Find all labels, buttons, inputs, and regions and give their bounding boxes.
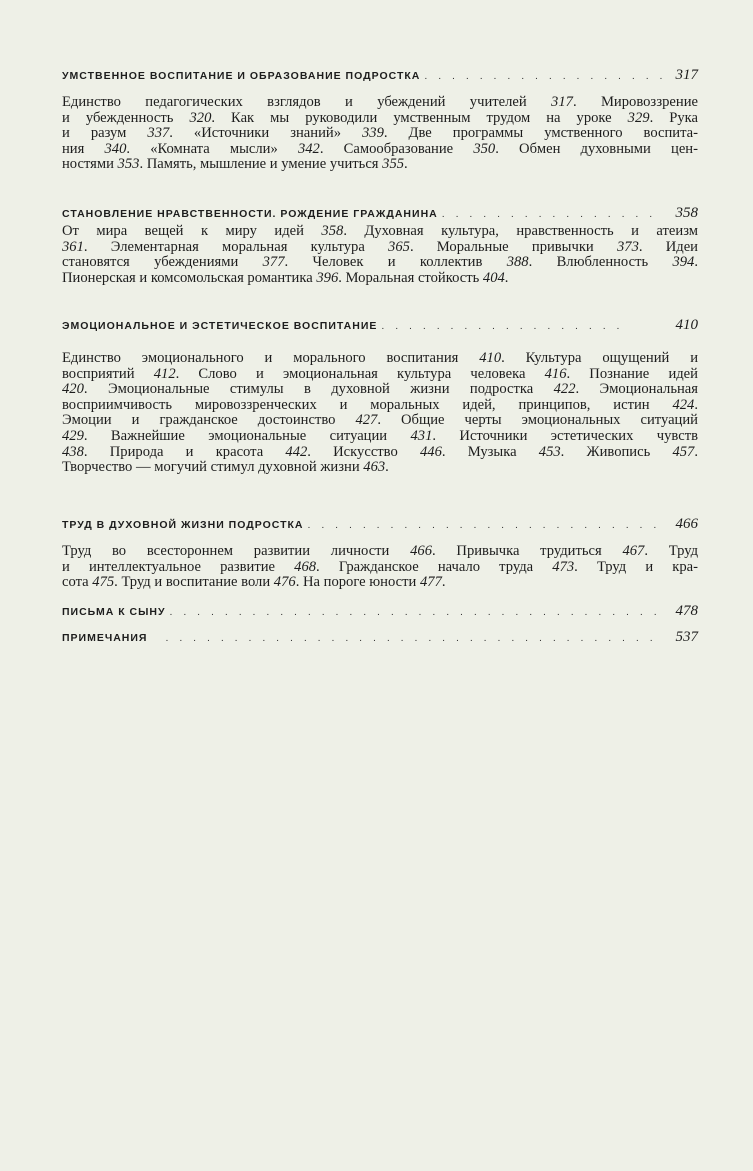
summary-line: и убежденность 320. Как мы руководили умственным трудом на уроке 329. Рука: [62, 109, 698, 126]
leader-dots: [165, 632, 664, 644]
toc-heading-page: 466: [675, 516, 698, 532]
leader-dots: [442, 208, 664, 220]
summary-line: Единство эмоционального и морального воспитания 410. Культура ощущений и: [62, 350, 699, 366]
summary-line: Единство педагогических взглядов и убеждений учителей 317. Мировоззрение: [62, 94, 698, 110]
summary-line: ностями 353. Память, мышление и умение учиться 355.: [62, 156, 408, 173]
toc-section-summary: [62, 351, 698, 476]
leader-dots: [424, 70, 664, 82]
summary-line: 438. Природа и красота 442. Искусство 446. Музыка 453. Живопись 457.: [62, 443, 698, 460]
summary-line: становятся убеждениями 377. Человек и коллектив 388. Влюбленность 394.: [62, 254, 698, 271]
toc-section-summary: [62, 544, 698, 591]
toc-section-summary: [62, 95, 698, 173]
summary-line: восприятий 412. Слово и эмоциональная культура человека 416. Познание идей: [62, 365, 698, 382]
summary-line: и разум 337. «Источники знаний» 339. Две программы умственного воспита-: [62, 125, 698, 142]
toc-heading-title: УМСТВЕННОЕ ВОСПИТАНИЕ И ОБРАЗОВАНИЕ ПОДРОСТКА: [62, 70, 421, 82]
leader-dots: [381, 320, 628, 332]
summary-line: Пионерская и комсомольская романтика 396. Моральная стойкость 404.: [62, 269, 509, 286]
toc-heading[interactable]: [62, 205, 698, 221]
toc-heading[interactable]: [62, 516, 698, 532]
summary-line: Эмоции и гражданское достоинство 427. Общие черты эмоциональных ситуаций: [62, 412, 698, 429]
toc-section-labour: [62, 516, 698, 591]
toc-heading[interactable]: [62, 629, 698, 645]
summary-line: сота 475. Труд и воспитание воли 476. На пороге юности 477.: [62, 574, 446, 591]
toc-heading-page: 410: [675, 317, 698, 333]
toc-heading-page: 537: [675, 629, 698, 645]
summary-line: восприимчивость мировоззренческих и моральных идей, принципов, истин 424.: [62, 396, 698, 413]
leader-dots: [308, 519, 665, 531]
toc-section-mental-education: [62, 67, 698, 173]
summary-line: 420. Эмоциональные стимулы в духовной жизни подростка 422. Эмоциональная: [62, 381, 698, 398]
toc-heading[interactable]: [62, 67, 698, 83]
leader-dots: [170, 606, 664, 618]
toc-heading-title: ПИСЬМА К СЫНУ: [62, 606, 166, 618]
toc-section-emotional-aesthetic: [62, 317, 698, 476]
toc-heading[interactable]: [62, 603, 698, 619]
toc-heading-page: 478: [675, 603, 698, 619]
summary-line: Творчество — могучий стимул духовной жизни 463.: [62, 459, 389, 476]
toc-heading-page: 358: [675, 205, 698, 221]
toc-heading-title: ТРУД В ДУХОВНОЙ ЖИЗНИ ПОДРОСТКА: [62, 519, 304, 531]
toc-section-letters: [62, 603, 698, 619]
toc-heading[interactable]: [62, 317, 698, 333]
toc-section-summary: [62, 224, 698, 286]
summary-line: ния 340. «Комната мысли» 342. Самообразование 350. Обмен духовными цен-: [62, 140, 698, 157]
summary-line: 429. Важнейшие эмоциональные ситуации 431. Источники эстетических чувств: [62, 427, 698, 444]
summary-line: и интеллектуальное развитие 468. Гражданское начало труда 473. Труд и кра-: [62, 558, 699, 575]
toc-section-notes: [62, 629, 698, 645]
summary-line: 361. Элементарная моральная культура 365. Моральные привычки 373. Идеи: [62, 238, 698, 255]
toc-section-morality: [62, 205, 698, 286]
toc-heading-title: СТАНОВЛЕНИЕ НРАВСТВЕННОСТИ. РОЖДЕНИЕ ГРАЖДАНИНА: [62, 208, 438, 220]
toc-heading-page: 317: [675, 67, 698, 83]
summary-line: От мира вещей к миру идей 358. Духовная культура, нравственность и атеизм: [62, 223, 698, 239]
toc-heading-title: ПРИМЕЧАНИЯ: [62, 632, 148, 644]
toc-heading-title: ЭМОЦИОНАЛЬНОЕ И ЭСТЕТИЧЕСКОЕ ВОСПИТАНИЕ: [62, 320, 378, 332]
summary-line: Труд во всестороннем развитии личности 466. Привычка трудиться 467. Труд: [62, 543, 698, 559]
